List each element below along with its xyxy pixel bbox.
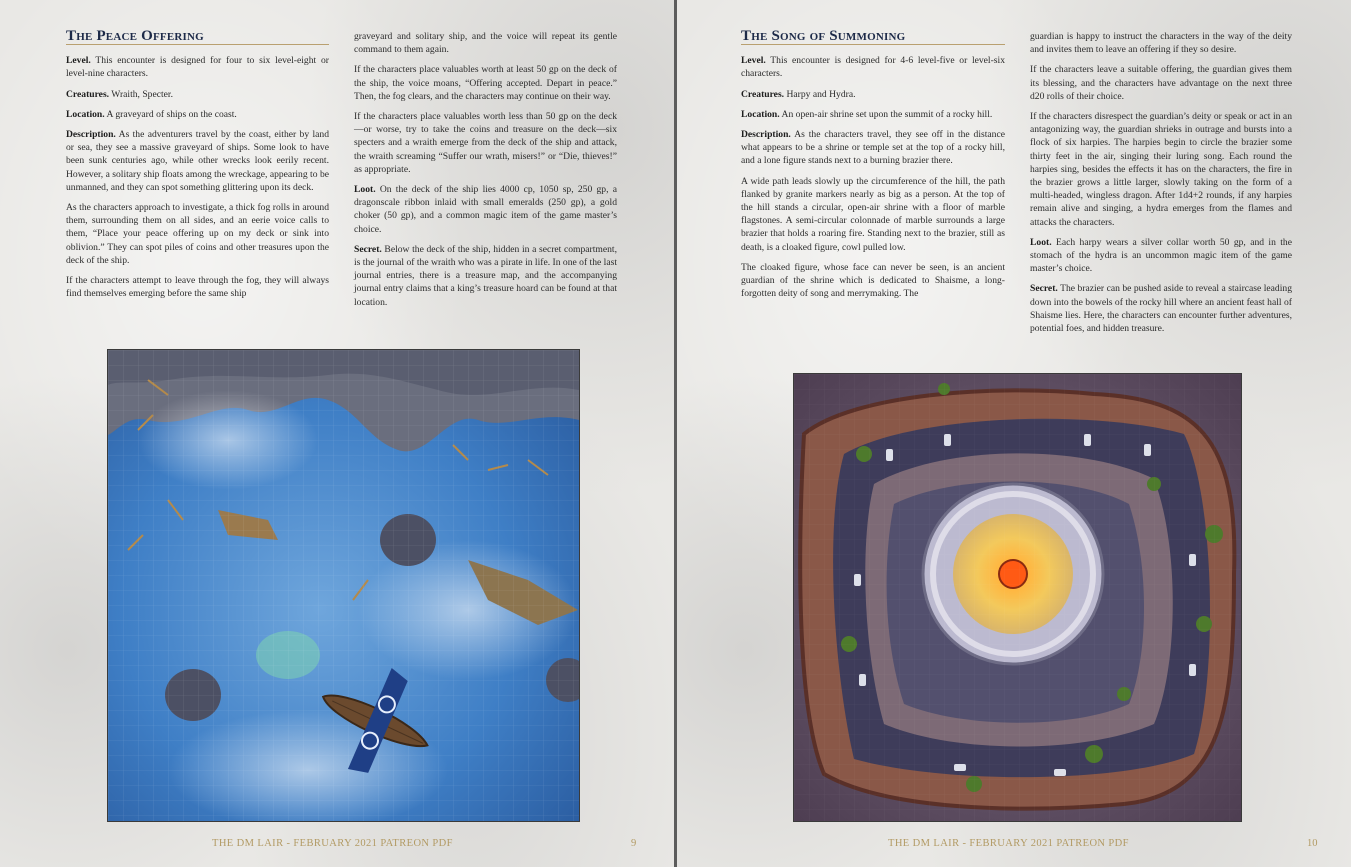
paragraph-text: If the characters attempt to leave through the fog, they will always find themselves emerging before the same ship [66, 275, 329, 300]
paragraph-lead: Location. [741, 108, 780, 120]
right-page-number: 10 [1307, 838, 1318, 849]
paragraph [354, 30, 617, 56]
paragraph [354, 110, 617, 176]
right-column-1 [741, 30, 1005, 307]
paragraph [1030, 282, 1292, 335]
paragraph-lead: Secret. [1030, 283, 1058, 295]
paragraph [66, 88, 329, 101]
paragraph-text: The cloaked figure, whose face can never be seen, is an ancient guardian of the shrine which is dedicated to Shaisme, a long-forgotten deity of song and merrymaking. The [741, 261, 1005, 300]
paragraph [741, 175, 1005, 254]
left-column-1-paragraphs [66, 54, 329, 300]
paragraph-lead: Level. [66, 55, 91, 67]
paragraph [66, 201, 329, 267]
paragraph-text: As the adventurers travel by the coast, either by land or sea, they see a massive graveyard of ships. Some look to have been sunk centuries ago, while other wrecks look eerily recent. However, a solitary ship floats among the wreckage, appearing to be unmanned, and they can spot something glittering upon its deck. [66, 129, 329, 193]
paragraph-lead: Creatures. [741, 88, 785, 100]
paragraph [1030, 30, 1292, 56]
paragraph-text: A graveyard of ships on the coast. [104, 108, 237, 120]
right-column-2-paragraphs [1030, 30, 1292, 335]
paragraph [66, 108, 329, 121]
ship-graveyard-map [107, 349, 580, 822]
right-heading: The Song of Summoning [741, 30, 1005, 45]
right-page [677, 0, 1351, 867]
paragraph [741, 54, 1005, 80]
paragraph-text: Wraith, Specter. [109, 88, 173, 100]
paragraph-text: As the characters approach to investigate, a thick fog rolls in around them, surrounding them on all sides, and an eerie voice calls to them, “Place your peace offering up on my deck or sink into oblivion.” They can spot piles of coins and other treasures upon the deck of the ship. [66, 202, 329, 266]
paragraph [1030, 63, 1292, 103]
paragraph-text: A wide path leads slowly up the circumference of the hill, the path flanked by granite markers nearly as big as a person. At the top of the hill stands a circular, open-air shrine with a floor of marble flagstones. A semi-circular colonnade of marble surrounds a large brazier that holds a roaring fire. Standing next to the brazier, still as death, is a cloaked figure, cowl pulled low. [741, 175, 1005, 253]
paragraph [741, 261, 1005, 301]
left-column-2 [354, 30, 617, 316]
paragraph [741, 108, 1005, 121]
paragraph [66, 54, 329, 80]
paragraph-text: If the characters leave a suitable offering, the guardian gives them its blessing, and the characters have advantage on the next three d20 rolls of their choice. [1030, 64, 1292, 102]
paragraph-text: Each harpy wears a silver collar worth 50 gp, and in the stomach of the hydra is an uncommon magic item of the game master’s choice. [1030, 236, 1292, 275]
left-page [0, 0, 674, 867]
paragraph [66, 128, 329, 194]
paragraph-text: This encounter is designed for 4-6 level-five or level-six characters. [741, 55, 1005, 80]
right-footer: THE DM LAIR - FEBRUARY 2021 PATREON PDF [888, 838, 1129, 849]
paragraph [354, 243, 617, 309]
paragraph-text: This encounter is designed for four to six level-eight or level-nine characters. [66, 55, 329, 80]
paragraph-lead: Level. [741, 55, 766, 67]
paragraph-text: guardian is happy to instruct the characters in the way of the deity and invites them to leave an offering if they so desire. [1030, 31, 1292, 56]
right-column-2 [1030, 30, 1292, 342]
hill-shrine-map [793, 373, 1242, 822]
paragraph-lead: Description. [741, 129, 791, 141]
paragraph [741, 88, 1005, 101]
paragraph-text: Below the deck of the ship, hidden in a secret compartment, is the journal of the wraith who was a pirate in life. In one of the last journal entries, there is a treasure map, and the accompanying journal entry claims that a king’s treasure hoard can be found at that location. [354, 243, 617, 308]
left-footer: THE DM LAIR - FEBRUARY 2021 PATREON PDF [212, 838, 453, 849]
paragraph-lead: Description. [66, 129, 116, 141]
paragraph [66, 274, 329, 300]
paragraph-text: If the characters disrespect the guardian’s deity or speak or act in an antagonizing way, the guardian shrieks in outrage and bursts into a flock of six harpies. The harpies begin to circle the brazier some thirty feet in the air, singing their luring song. Each round the harpies sing, besides the effects it has on the characters, the fire in the brazier grows a little larger, slowly taking on the form of a multi-headed, wingless dragon. After 1d4+2 rounds, if any harpies remain alive and singing, a hydra emerges from the flames and attacks the characters. [1030, 111, 1292, 228]
paragraph-text: Harpy and Hydra. [784, 88, 856, 100]
left-column-1 [66, 30, 329, 307]
paragraph [354, 63, 617, 103]
paragraph-text: If the characters place valuables worth at least 50 gp on the deck of the ship, the voice moans, “Offering accepted. Depart in peace.” Then, the fog clears, and the characters may continue on their way. [354, 64, 617, 102]
paragraph [741, 128, 1005, 168]
left-heading: The Peace Offering [66, 30, 329, 45]
paragraph-lead: Secret. [354, 243, 382, 255]
paragraph-text: As the characters travel, they see off in the distance what appears to be a shrine or temple set at the top of a rocky hill, and a lone figure stands next to a burning brazier there. [741, 129, 1005, 167]
right-column-1-paragraphs [741, 54, 1005, 300]
left-page-number: 9 [631, 838, 637, 849]
left-column-2-paragraphs [354, 30, 617, 309]
paragraph-lead: Loot. [1030, 236, 1052, 248]
paragraph [1030, 236, 1292, 276]
paragraph-text: graveyard and solitary ship, and the voice will repeat its gentle command to them again. [354, 31, 617, 56]
paragraph-text: An open-air shrine set upon the summit of a rocky hill. [779, 108, 993, 120]
paragraph [354, 183, 617, 236]
paragraph-lead: Creatures. [66, 88, 110, 100]
paragraph-text: The brazier can be pushed aside to reveal a staircase leading down into the bowels of the rocky hill where an ancient feast hall of Shaisme lies. Here, the characters can encounter further adventures, potential foes, and hidden treasure. [1030, 283, 1292, 335]
paragraph-text: If the characters place valuables worth less than 50 gp on the deck—or worse, try to take the coins and treasure on the deck—six specters and a wraith emerge from the deck of the ship and attack, the wraith screaming “Suffer our wrath, misers!” or “Die, thieves!” as appropriate. [354, 111, 617, 175]
paragraph-text: On the deck of the ship lies 4000 cp, 1050 sp, 250 gp, a dragonscale ribbon inlaid with small emeralds (250 gp), a gold choker (50 gp), and a common magic item of the game master’s choice. [354, 184, 617, 235]
paragraph-lead: Location. [66, 108, 105, 120]
paragraph [1030, 110, 1292, 229]
paragraph-lead: Loot. [354, 184, 376, 196]
